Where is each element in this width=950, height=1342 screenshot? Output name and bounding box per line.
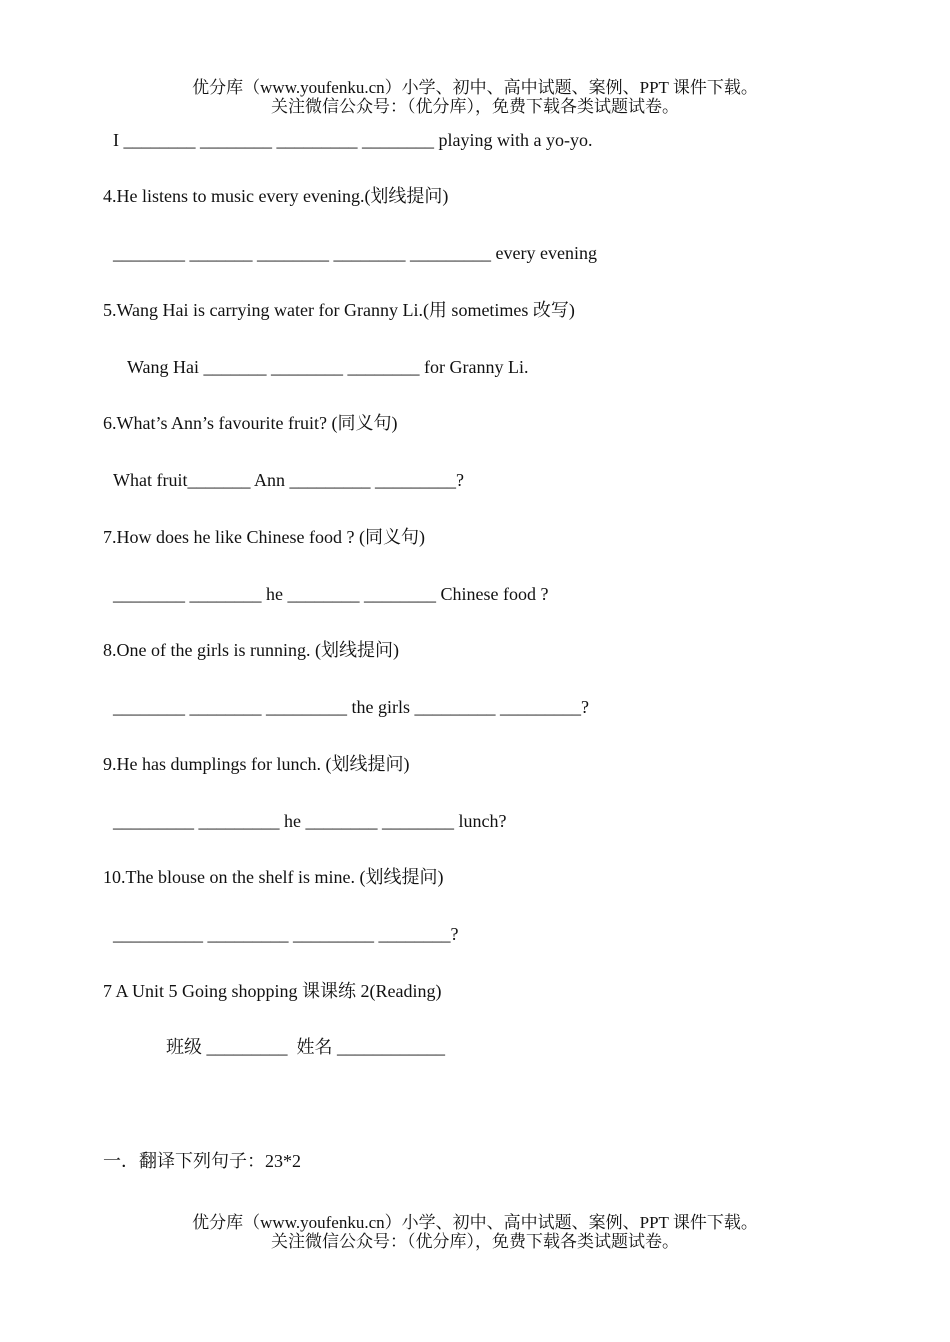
q9-answer-line: _________ _________ he ________ ________ lunch? xyxy=(113,811,507,831)
unit-title: 7 A Unit 5 Going shopping 课课练 2(Reading) xyxy=(103,981,442,1001)
q5-answer-line: Wang Hai _______ ________ ________ for Granny Li. xyxy=(127,357,529,377)
q6-prompt: 6.What’s Ann’s favourite fruit? (同义句) xyxy=(103,413,398,433)
section-one-heading: 一．翻译下列句子：23*2 xyxy=(103,1151,301,1171)
class-name-line: 班级 _________ 姓名 ____________ xyxy=(166,1037,445,1057)
q9-prompt: 9.He has dumplings for lunch. (划线提问) xyxy=(103,754,410,774)
q5-prompt: 5.Wang Hai is carrying water for Granny Li.(用 sometimes 改写) xyxy=(103,300,575,320)
q7-prompt: 7.How does he like Chinese food ? (同义句) xyxy=(103,527,425,547)
q3-answer-line: I ________ ________ _________ ________ playing with a yo-yo. xyxy=(113,130,593,150)
q10-answer-line: __________ _________ _________ ________? xyxy=(113,924,459,944)
q7-answer-line: ________ ________ he ________ ________ Chinese food ? xyxy=(113,584,549,604)
q4-answer-line: ________ _______ ________ ________ _________ every evening xyxy=(113,243,597,263)
q6-answer-line: What fruit_______ Ann _________ _________? xyxy=(113,470,464,490)
q10-prompt: 10.The blouse on the shelf is mine. (划线提问) xyxy=(103,867,444,887)
q8-answer-line: ________ ________ _________ the girls _________ _________? xyxy=(113,697,589,717)
footer-line-2: 关注微信公众号：（优分库），免费下载各类试题试卷。 xyxy=(271,1232,679,1251)
footer-line-1: 优分库（www.youfenku.cn）小学、初中、高中试题、案例、PPT 课件下载。 xyxy=(192,1213,758,1232)
header-line-1: 优分库（www.youfenku.cn）小学、初中、高中试题、案例、PPT 课件下载。 xyxy=(192,78,758,97)
header-line-2: 关注微信公众号：（优分库），免费下载各类试题试卷。 xyxy=(271,97,679,116)
q8-prompt: 8.One of the girls is running. (划线提问) xyxy=(103,640,399,660)
q4-prompt: 4.He listens to music every evening.(划线提问) xyxy=(103,186,449,206)
